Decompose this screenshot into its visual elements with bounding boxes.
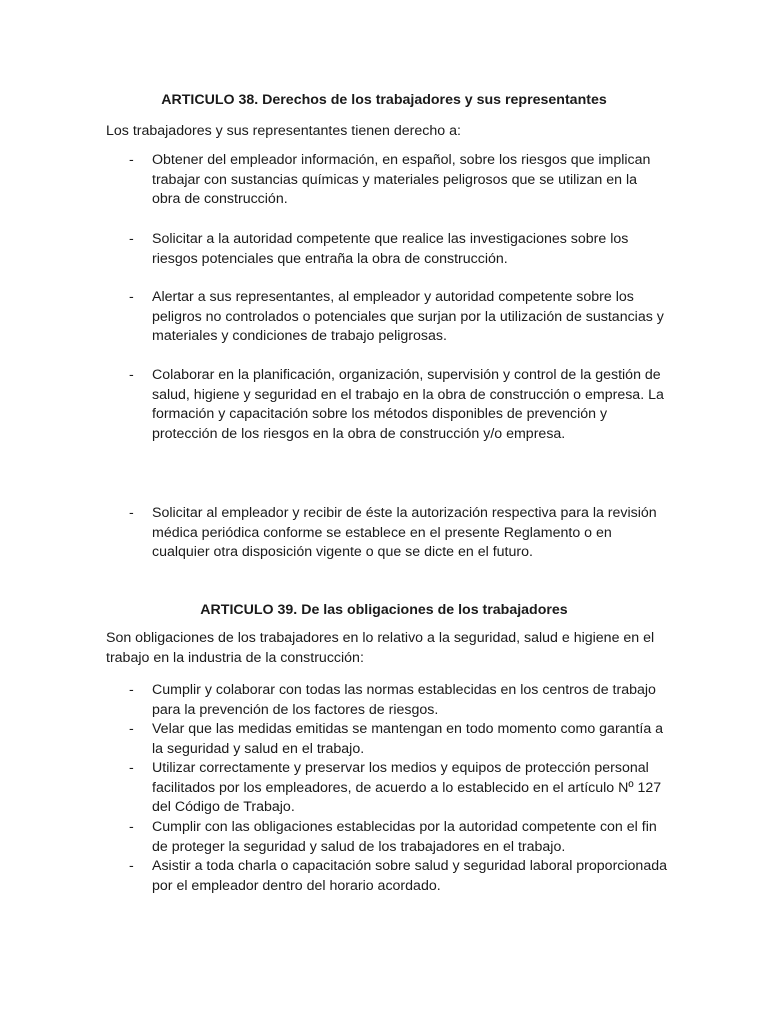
bullet-dash: - [129, 721, 134, 737]
article-38-item [129, 504, 669, 563]
bullet-dash: - [129, 367, 134, 383]
bullet-dash: - [129, 682, 134, 698]
article-38-item [129, 366, 669, 444]
article-38-heading: ARTICULO 38. Derechos de los trabajadores y sus representantes [161, 92, 607, 108]
item-text: Utilizar correctamente y preservar los medios y equipos de protección personal facilitados por los empleadores, de acuerdo a lo establecido en el artículo Nº 127 del Código de Trabajo. [152, 760, 662, 816]
article-39-item [129, 857, 669, 896]
article-38-item [129, 230, 669, 269]
article-39-item [129, 818, 669, 857]
article-39-item [129, 681, 669, 720]
article-39-intro: Son obligaciones de los trabajadores en lo relativo a la seguridad, salud e higiene en el trabajo en la industria de la construcción: [106, 630, 655, 666]
article-38-item [129, 151, 669, 210]
bullet-dash: - [129, 819, 134, 835]
item-text: Solicitar a la autoridad competente que realice las investigaciones sobre los riesgos potenciales que entraña la obra de construcción. [152, 231, 629, 267]
bullet-dash: - [129, 760, 134, 776]
item-text: Solicitar al empleador y recibir de éste la autorización respectiva para la revisión médica periódica conforme se establece en el presente Reglamento o en cualquier otra disposición vigente o que se dicte en el futuro. [152, 505, 657, 561]
item-text: Cumplir y colaborar con todas las normas establecidas en los centros de trabajo para la prevención de los factores de riesgos. [152, 682, 656, 718]
article-39-item [129, 759, 669, 818]
article-38-intro: Los trabajadores y sus representantes tienen derecho a: [106, 123, 461, 139]
item-text: Asistir a toda charla o capacitación sobre salud y seguridad laboral proporcionada por el empleador dentro del horario acordado. [152, 858, 667, 894]
item-text: Colaborar en la planificación, organización, supervisión y control de la gestión de salud, higiene y seguridad en el trabajo en la obra de construcción o empresa. La formación y capacitación sobre los métodos disponibles de prevención y protección de los riesgos en la obra de construcción y/o empresa. [152, 367, 664, 442]
bullet-dash: - [129, 152, 134, 168]
item-text: Velar que las medidas emitidas se mantengan en todo momento como garantía a la seguridad y salud en el trabajo. [152, 721, 664, 757]
bullet-dash: - [129, 289, 134, 305]
item-text: Alertar a sus representantes, al empleador y autoridad competente sobre los peligros no controlados o potenciales que surjan por la utilización de sustancias y materiales y condiciones de trabajo peligrosas. [152, 289, 664, 345]
bullet-dash: - [129, 231, 134, 247]
item-text: Obtener del empleador información, en español, sobre los riesgos que implican trabajar con sustancias químicas y materiales peligrosos que se utilizan en la obra de construcción. [152, 152, 651, 208]
bullet-dash: - [129, 505, 134, 521]
article-39-heading: ARTICULO 39. De las obligaciones de los trabajadores [200, 602, 568, 618]
item-text: Cumplir con las obligaciones establecidas por la autoridad competente con el fin de proteger la seguridad y salud de los trabajadores en el trabajo. [152, 819, 657, 855]
article-38-item [129, 288, 669, 347]
article-39-item [129, 720, 669, 759]
bullet-dash: - [129, 858, 134, 874]
